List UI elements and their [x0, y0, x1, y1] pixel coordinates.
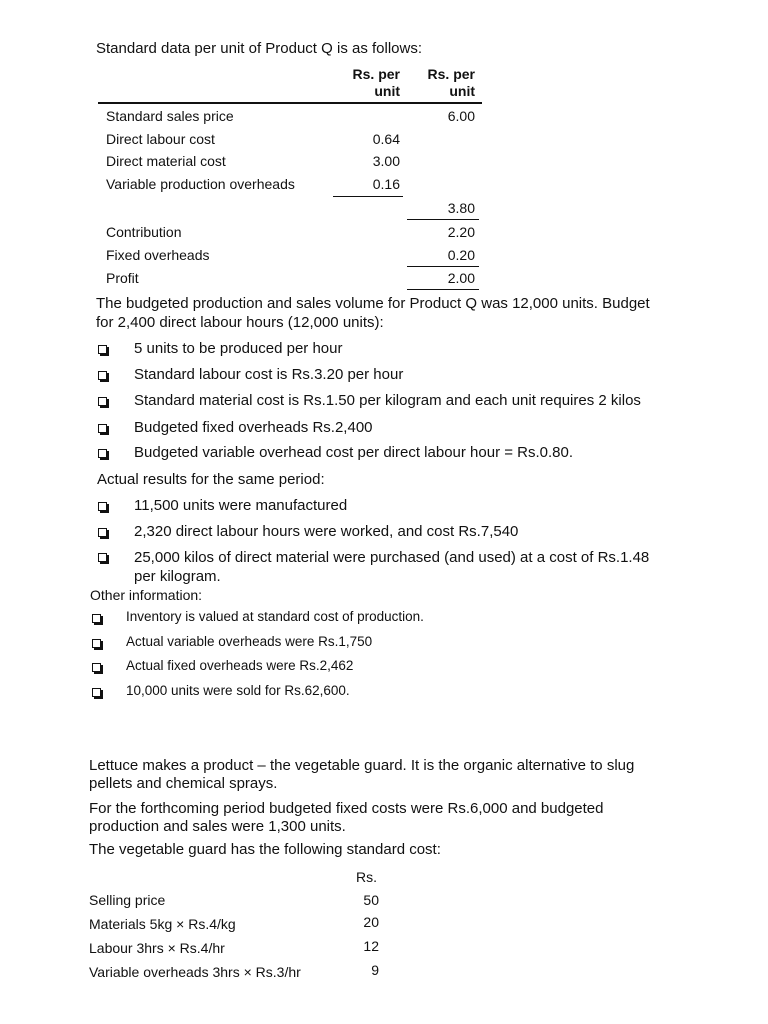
checkbox-bullet-icon: [92, 639, 101, 648]
cost-row-value: 9: [371, 962, 379, 978]
other-item: 10,000 units were sold for Rs.62,600.: [126, 683, 350, 698]
checkbox-bullet-icon: [98, 502, 107, 511]
row-label: Standard sales price: [106, 108, 234, 124]
profit-rule-top: [407, 266, 479, 267]
col-header-2: [405, 66, 475, 100]
budget-item: 5 units to be produced per hour: [134, 340, 343, 357]
row-value: 2.20: [447, 224, 475, 240]
checkbox-bullet-icon: [92, 663, 101, 672]
checkbox-bullet-icon: [98, 553, 107, 562]
actual-item: 11,500 units were manufactured: [134, 497, 348, 514]
row-value: 0.64: [372, 131, 400, 147]
other-item: Inventory is valued at standard cost of production.: [126, 609, 424, 624]
subtotal-rule: [333, 196, 403, 197]
other-heading: Other information:: [90, 587, 203, 603]
actual-item: 2,320 direct labour hours were worked, and cost Rs.7,540: [134, 523, 519, 540]
col-header-1-line2: unit: [374, 83, 400, 99]
lettuce-para-1: [89, 757, 634, 793]
checkbox-bullet-icon: [98, 345, 107, 354]
cost-row-value: 12: [363, 938, 379, 954]
row-label: Contribution: [106, 224, 182, 240]
other-item: Actual variable overheads were Rs.1,750: [126, 634, 373, 649]
lettuce-para-2: [89, 800, 604, 836]
checkbox-bullet-icon: [98, 371, 107, 380]
cost-col-header: Rs.: [356, 869, 377, 885]
lettuce-para-2-line-2: production and sales were 1,300 units.: [89, 818, 346, 835]
budget-item: Budgeted variable overhead cost per direct labour hour = Rs.0.80.: [134, 444, 574, 461]
lettuce-para-1-line-1: Lettuce makes a product – the vegetable guard. It is the organic alternative to slug: [89, 757, 635, 774]
actual-heading: Actual results for the same period:: [97, 471, 325, 488]
row-value: 0.16: [372, 176, 400, 192]
budget-item: Standard material cost is Rs.1.50 per kilogram and each unit requires 2 kilos: [134, 392, 641, 409]
row-value: 3.80: [447, 200, 475, 216]
row-label: Direct material cost: [106, 153, 226, 169]
budget-paragraph: [96, 294, 650, 332]
cost-row-label: Materials 5kg × Rs.4/kg: [89, 916, 236, 932]
cost-row-label: Variable overheads 3hrs × Rs.3/hr: [89, 964, 301, 980]
lettuce-para-3: The vegetable guard has the following standard cost:: [89, 841, 441, 858]
cost-row-label: Selling price: [89, 892, 166, 908]
row-value: 0.20: [447, 247, 475, 263]
actual-item-line-1: 25,000 kilos of direct material were purchased (and used) at a cost of Rs.1.48: [134, 549, 650, 566]
checkbox-bullet-icon: [92, 614, 101, 623]
row-value: 2.00: [447, 270, 475, 286]
row-value: 6.00: [447, 108, 475, 124]
checkbox-bullet-icon: [98, 397, 107, 406]
col-header-2-line1: Rs. per: [427, 66, 475, 82]
budget-line-1: The budgeted production and sales volume for Product Q was 12,000 units. Budget: [96, 295, 650, 312]
col-header-1-line1: Rs. per: [352, 66, 400, 82]
q1-intro: Standard data per unit of Product Q is as follows:: [96, 40, 423, 57]
cost-row-value: 20: [363, 914, 379, 930]
row-value: 3.00: [372, 153, 400, 169]
lettuce-para-1-line-2: pellets and chemical sprays.: [89, 775, 278, 792]
col-header-1: [330, 66, 400, 100]
col-header-2-line2: unit: [449, 83, 475, 99]
checkbox-bullet-icon: [98, 424, 107, 433]
checkbox-bullet-icon: [98, 449, 107, 458]
lettuce-para-2-line-1: For the forthcoming period budgeted fixed costs were Rs.6,000 and budgeted: [89, 800, 604, 817]
checkbox-bullet-icon: [92, 688, 101, 697]
budget-item: Budgeted fixed overheads Rs.2,400: [134, 419, 373, 436]
budget-item: Standard labour cost is Rs.3.20 per hour: [134, 366, 404, 383]
row-label: Direct labour cost: [106, 131, 215, 147]
row-label: Fixed overheads: [106, 247, 210, 263]
budget-line-2: for 2,400 direct labour hours (12,000 units):: [96, 314, 384, 331]
row-label: Variable production overheads: [106, 176, 295, 192]
cost-row-label: Labour 3hrs × Rs.4/hr: [89, 940, 225, 956]
profit-rule-bottom: [407, 289, 479, 290]
cost-row-value: 50: [363, 892, 379, 908]
checkbox-bullet-icon: [98, 528, 107, 537]
row-label: Profit: [106, 270, 139, 286]
actual-item: [134, 548, 649, 586]
total-rule: [407, 219, 479, 220]
actual-item-line-2: per kilogram.: [134, 568, 221, 585]
header-rule: [98, 102, 482, 104]
other-item: Actual fixed overheads were Rs.2,462: [126, 658, 354, 673]
